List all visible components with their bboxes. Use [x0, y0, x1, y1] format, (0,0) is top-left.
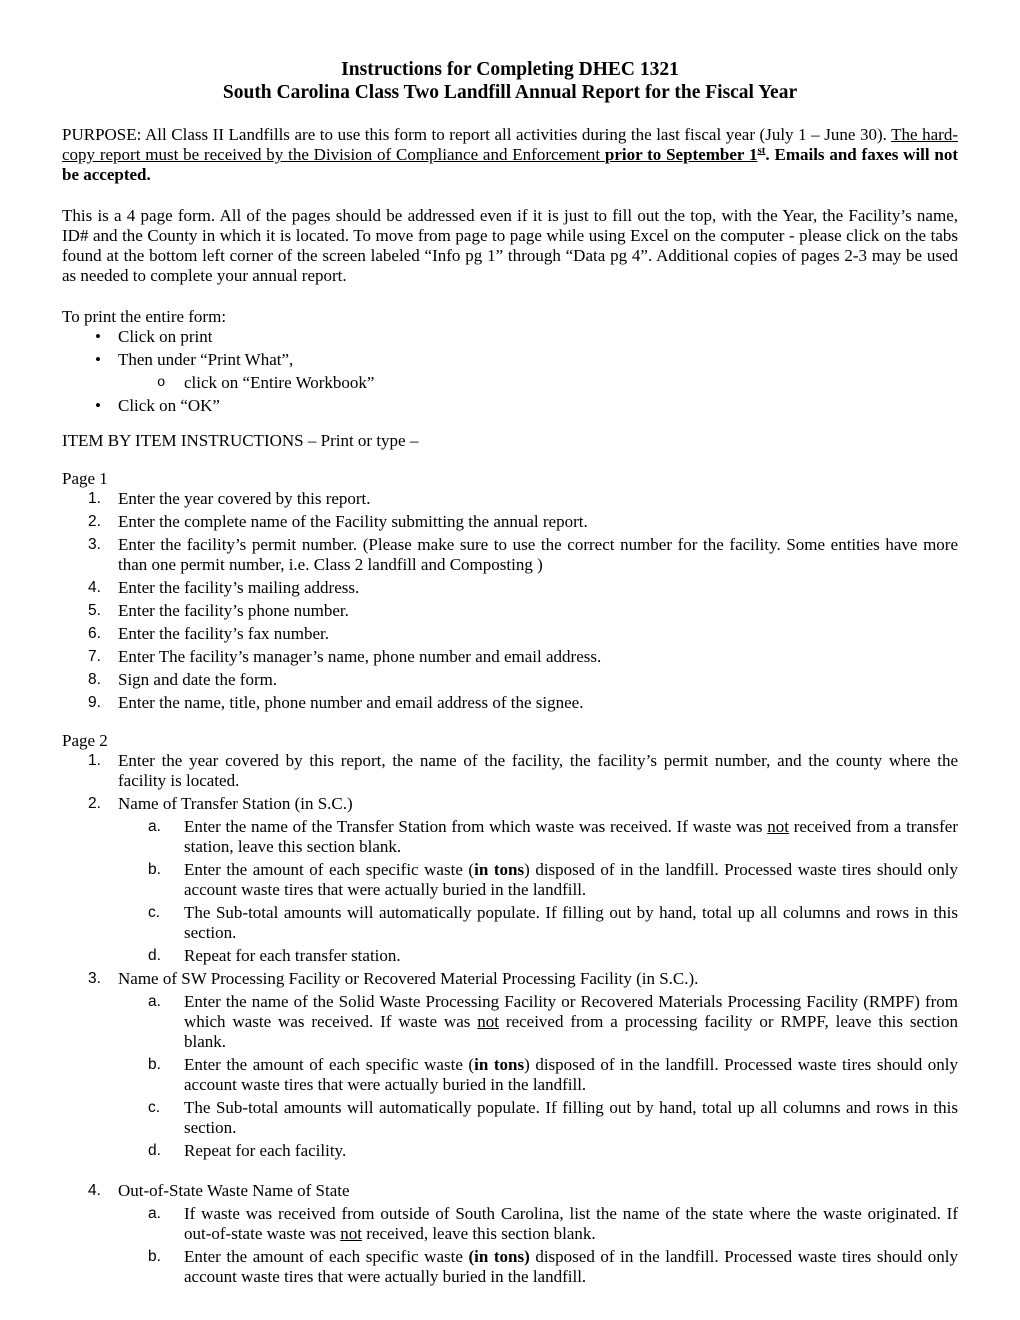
list-item-text: Enter the facility’s fax number.	[118, 624, 330, 643]
list-subitem-text: Repeat for each transfer station.	[184, 946, 401, 965]
page1-label: Page 1	[62, 469, 108, 488]
list-subitem	[62, 1141, 958, 1161]
list-subitem-text: Enter the name of the Transfer Station from which waste was received. If waste was not received from a transfer station, leave this section blank.	[184, 817, 959, 856]
list-item-text: Enter the name, title, phone number and email address of the signee.	[118, 693, 584, 712]
list-subitem	[62, 817, 958, 857]
page2-list	[62, 751, 958, 1287]
list-subitem-text: Enter the amount of each specific waste (in tons) disposed of in the landfill. Processed waste tires should only account waste tires that were actually buried in the landfill.	[184, 1247, 959, 1286]
list-item-text: Enter the year covered by this report.	[118, 489, 371, 508]
list-item	[62, 535, 958, 575]
list-number: 9.	[88, 694, 101, 711]
list-item	[62, 601, 958, 621]
list-subitem-text: Enter the amount of each specific waste (in tons) disposed of in the landfill. Processed waste tires should only account waste tires that were actually buried in the landfill.	[184, 860, 958, 899]
list-subitem	[62, 1055, 958, 1095]
print-steps-list	[62, 327, 958, 416]
list-item	[62, 969, 958, 989]
list-item-text: Enter the year covered by this report, the name of the facility, the facility’s permit number, and the county where the facility is located.	[118, 751, 958, 790]
print-step-item	[62, 396, 958, 416]
list-item	[62, 794, 958, 814]
list-item	[62, 693, 958, 713]
document-title-line2: South Carolina Class Two Landfill Annual Report for the Fiscal Year	[222, 82, 798, 103]
list-number: 2.	[88, 513, 101, 530]
list-item-text: Out-of-State Waste Name of State	[118, 1181, 350, 1200]
item-by-item-heading: ITEM BY ITEM INSTRUCTIONS – Print or type –	[62, 431, 419, 450]
bullet-icon: •	[95, 350, 101, 369]
list-number: 5.	[88, 602, 101, 619]
list-item-text: Enter the complete name of the Facility submitting the annual report.	[118, 512, 588, 531]
list-item-text: Sign and date the form.	[118, 670, 278, 689]
print-step-item	[62, 350, 958, 370]
intro-paragraph: This is a 4 page form. All of the pages should be addressed even if it is just to fill out the top, with the Year, the Facility’s name, ID# and the County in which it is located. To move from page to page while using Excel on the computer - please click on the tabs found at the bottom left corner of the screen labeled “Info pg 1” through “Data pg 4”. Additional copies of pages 2-3 may be used as needed to complete your annual report.	[62, 206, 958, 285]
list-item	[62, 578, 958, 598]
list-subitem	[62, 1247, 958, 1287]
page1-list	[62, 489, 958, 713]
list-item-text: Enter the facility’s phone number.	[118, 601, 349, 620]
list-item-text: Enter the facility’s permit number. (Please make sure to use the correct number for the facility. Some entities have more than one permit number, i.e. Class 2 landfill and Composting )	[118, 535, 958, 574]
print-step-text: Click on “OK”	[118, 396, 220, 415]
list-subitem-text: Enter the name of the Solid Waste Processing Facility or Recovered Materials Processing Facility (RMPF) from which waste was received. If waste was not received from a processing facility or RMPF, leave this section blank.	[184, 992, 958, 1051]
list-subitem	[62, 992, 958, 1052]
list-letter: c.	[148, 1099, 161, 1116]
list-subitem	[62, 946, 958, 966]
list-letter: d.	[148, 947, 161, 964]
bullet-icon: •	[95, 396, 101, 415]
list-letter: a.	[148, 993, 161, 1010]
list-item	[62, 512, 958, 532]
list-item-text: Name of SW Processing Facility or Recovered Material Processing Facility (in S.C.).	[118, 969, 699, 988]
list-number: 4.	[88, 579, 101, 596]
list-item-text: Enter The facility’s manager’s name, phone number and email address.	[118, 647, 602, 666]
list-number: 6.	[88, 625, 101, 642]
list-number: 4.	[88, 1182, 101, 1199]
print-step-text: Click on print	[118, 327, 213, 346]
circle-bullet-icon: o	[157, 375, 166, 391]
list-letter: c.	[148, 904, 161, 921]
purpose-paragraph: PURPOSE: All Class II Landfills are to use this form to report all activities during the last fiscal year (July 1 – June 30). The hard-copy report must be received by the Division of Compliance and Enforcement prior to September 1st. Emails and faxes will not be accepted.	[62, 125, 959, 184]
print-step-text: Then under “Print What”,	[118, 350, 294, 369]
list-item	[62, 647, 958, 667]
list-number: 1.	[88, 752, 101, 769]
list-subitem-text: The Sub-total amounts will automatically populate. If filling out by hand, total up all columns and rows in this section.	[184, 1098, 958, 1137]
list-subitem	[62, 1098, 958, 1138]
list-letter: a.	[148, 818, 161, 835]
list-number: 7.	[88, 648, 101, 665]
document-title-line1: Instructions for Completing DHEC 1321	[341, 59, 679, 80]
list-subitem	[62, 860, 958, 900]
list-subitem-text: The Sub-total amounts will automatically populate. If filling out by hand, total up all columns and rows in this section.	[184, 903, 958, 942]
list-letter: b.	[148, 1248, 161, 1265]
list-number: 8.	[88, 671, 101, 688]
print-instructions-heading: To print the entire form:	[62, 307, 227, 326]
list-letter: b.	[148, 1056, 161, 1073]
list-number: 2.	[88, 795, 101, 812]
print-step-item	[62, 327, 958, 347]
list-letter: b.	[148, 861, 161, 878]
list-subitem-text: If waste was received from outside of South Carolina, list the name of the state where the waste originated. If out-of-state waste was not received, leave this section blank.	[184, 1204, 958, 1243]
list-subitem-text: Repeat for each facility.	[184, 1141, 347, 1160]
page2-label: Page 2	[62, 731, 108, 750]
list-subitem-text: Enter the amount of each specific waste (in tons) disposed of in the landfill. Processed waste tires should only account waste tires that were actually buried in the landfill.	[184, 1055, 958, 1094]
print-step-text: click on “Entire Workbook”	[184, 373, 375, 392]
list-letter: d.	[148, 1142, 161, 1159]
list-item-text: Enter the facility’s mailing address.	[118, 578, 360, 597]
list-number: 1.	[88, 490, 101, 507]
list-subitem	[62, 903, 958, 943]
list-number: 3.	[88, 536, 101, 553]
print-step-subitem	[62, 373, 958, 393]
bullet-icon: •	[95, 327, 101, 346]
list-item	[62, 670, 958, 690]
list-item	[62, 751, 958, 791]
list-item	[62, 1181, 958, 1201]
list-item-text: Name of Transfer Station (in S.C.)	[118, 794, 353, 813]
list-letter: a.	[148, 1205, 161, 1222]
list-subitem	[62, 1204, 958, 1244]
list-number: 3.	[88, 970, 101, 987]
list-item	[62, 624, 958, 644]
list-item	[62, 489, 958, 509]
